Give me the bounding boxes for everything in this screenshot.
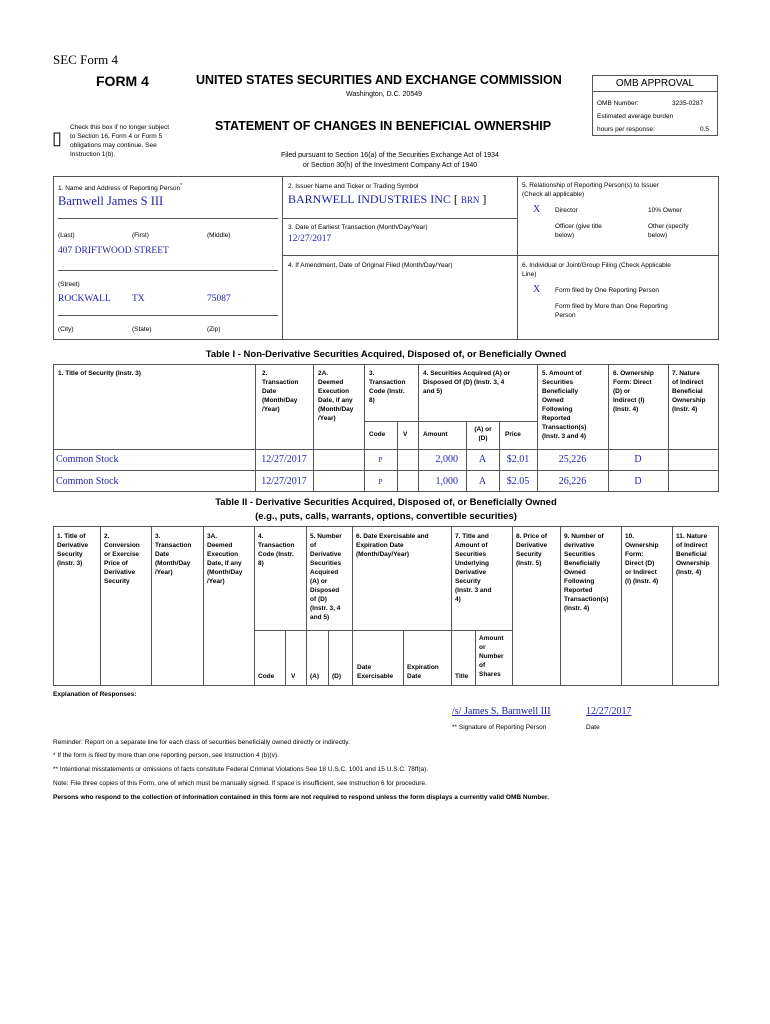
one-person-label: Form filed by One Reporting Person [555, 287, 660, 294]
t1-row2-security: Common Stock [56, 476, 119, 487]
omb-hours: 0.5 [700, 126, 710, 133]
t2-h-code-sub: Code [258, 673, 275, 680]
t1-h-deemed: 2A. Deemed Execution Date, if any (Month/Day /Year) [318, 370, 354, 422]
first-name-label: (First) [132, 232, 149, 239]
t2-h-number: 5. Number of Derivative Securities Acquired (A) or Disposed of (D) (Instr. 3, 4 and 5) [310, 533, 342, 621]
city-label: (City) [58, 326, 74, 333]
t1-h-date: 2. Transaction Date (Month/Day /Year) [262, 370, 299, 413]
t2-h-conversion: 2. Conversion or Exercise Price of Derivative Security [104, 533, 140, 585]
statement-title: STATEMENT OF CHANGES IN BENEFICIAL OWNERSHIP [215, 119, 552, 133]
ticker-symbol: BRN [460, 195, 480, 205]
t1-h-amount-owned: 5. Amount of Securities Beneficially Owned Following Reported Transaction(s) (Instr. 3 and 4) [542, 370, 587, 440]
director-check: X [533, 204, 541, 215]
footnote-misstatements: ** Intentional misstatements or omissions of facts constitute Federal Criminal Violations See 18 U.S.C. 1001 and 15 U.S.C. 78ff(a). [53, 766, 429, 773]
signature-label: ** Signature of Reporting Person [452, 724, 547, 731]
omb-title: OMB APPROVAL [593, 76, 717, 92]
box5-label: 5. Relationship of Reporting Person(s) to Issuer (Check all applicable) [522, 182, 659, 198]
t2-h-expiration-sub: Expiration Date [407, 664, 439, 680]
box4-label: 4. If Amendment, Date of Original Filed (Month/Day/Year) [288, 262, 453, 269]
t1-h-nature: 7. Nature of Indirect Beneficial Ownership (Instr. 4) [672, 370, 706, 413]
table2-subtitle: (e.g., puts, calls, warrants, options, convertible securities) [255, 511, 517, 522]
t2-h-underlying: 7. Title and Amount of Securities Underlying Derivative Security (Instr. 3 and 4) [455, 533, 492, 603]
t2-h-title: 1. Title of Derivative Security (Instr. 3) [57, 533, 89, 567]
box1-label: 1. Name and Address of Reporting Person* [58, 183, 183, 193]
omb-number-label: OMB Number: [597, 100, 639, 107]
t1-row1-price: $2.01 [506, 454, 530, 465]
t2-h-exercisable: 6. Date Exercisable and Expiration Date (Month/Day/Year) [356, 533, 429, 558]
middle-name-label: (Middle) [207, 232, 231, 239]
t2-h-nature: 11. Nature of Indirect Beneficial Ownership (Instr. 4) [676, 533, 710, 576]
earliest-transaction-date: 12/27/2017 [288, 234, 332, 244]
signature: /s/ James S. Barnwell III [452, 706, 551, 717]
t1-row1-security: Common Stock [56, 454, 119, 465]
t1-row2-owned: 26,226 [558, 476, 587, 487]
signature-date: 12/27/2017 [586, 706, 632, 717]
t1-row1-ad: A [478, 454, 487, 465]
footnote-reminder: Reminder: Report on a separate line for each class of securities beneficially owned directly or indirectly. [53, 739, 350, 746]
t1-row2-price: $2.05 [506, 476, 530, 487]
t2-h-d-sub: (D) [332, 673, 342, 680]
t2-h-amount-sub: Amount or Number of Shares [479, 635, 504, 678]
officer-label: Officer (give title below) [555, 223, 602, 239]
footnote-multiple-persons: * If the form is filed by more than one reporting person, see Instruction 4 (b)(v). [53, 752, 279, 759]
director-label: Director [555, 207, 578, 214]
t2-h-deemed: 3A. Deemed Execution Date, if any (Month/Day /Year) [207, 533, 243, 585]
zip-label: (Zip) [207, 326, 221, 333]
t1-row1-owned: 25,226 [558, 454, 587, 465]
street-label: (Street) [58, 281, 80, 288]
t2-h-title-sub: Title [455, 673, 469, 680]
one-person-check: X [533, 284, 541, 295]
no-longer-subject-checkbox[interactable]: ▯ [52, 128, 62, 148]
other-label: Other (specify below) [648, 223, 689, 239]
t1-h-ownership-form: 6. Ownership Form: Direct (D) or Indirect (I) (Instr. 4) [613, 370, 654, 413]
t1-row1-code: P [378, 455, 383, 464]
omb-notice: Persons who respond to the collection of information contained in this form are not required to respond unless the form displays a currently valid OMB Number. [53, 794, 549, 801]
state: TX [132, 294, 145, 304]
t2-h-code: 4. Transaction Code (Instr. 8) [258, 533, 295, 567]
omb-hours-label: hours per response: [597, 126, 655, 133]
box2-label: 2. Issuer Name and Ticker or Trading Symbol [288, 183, 419, 190]
t2-h-date: 3. Transaction Date (Month/Day /Year) [155, 533, 192, 576]
t2-h-ownership-form: 10. Ownership Form: Direct (D) or Indirect (I) (Instr. 4) [625, 533, 659, 585]
ten-percent-owner-label: 10% Owner [648, 207, 682, 214]
last-name-label: (Last) [58, 232, 75, 239]
t1-row2-form: D [634, 476, 642, 487]
city: ROCKWALL [58, 294, 111, 304]
agency-location: Washington, D.C. 20549 [346, 91, 423, 98]
box6-label: 6. Individual or Joint/Group Filing (Check Applicable Line) [522, 262, 671, 278]
t1-h-securities: 4. Securities Acquired (A) or Disposed Of (D) (Instr. 3, 4 and 5) [423, 370, 511, 395]
t1-h-price-sub: Price [505, 431, 521, 438]
t1-row1-amount: 2,000 [435, 454, 458, 465]
reporting-person-name: Barnwell James S III [58, 194, 164, 208]
t1-h-v-sub: V [403, 431, 408, 438]
footnote-copies: Note: File three copies of this Form, one of which must be manually signed. If space is insufficient, see Instruction 6 for procedure. [53, 780, 427, 787]
form-title: FORM 4 [96, 73, 149, 89]
street-address: 407 DRIFTWOOD STREET [58, 246, 169, 256]
table2-title: Table II - Derivative Securities Acquired, Disposed of, or Beneficially Owned [215, 497, 557, 508]
table1-title: Table I - Non-Derivative Securities Acquired, Disposed of, or Beneficially Owned [205, 349, 567, 360]
t2-h-price: 8. Price of Derivative Security (Instr. 5) [516, 533, 548, 567]
t1-row2-code: P [378, 477, 383, 486]
t2-h-date-exercisable-sub: Date Exercisable [357, 664, 394, 680]
signature-date-label: Date [586, 724, 600, 731]
box3-label: 3. Date of Earliest Transaction (Month/Day/Year) [288, 224, 428, 231]
check-box-text: Check this box if no longer subject to Section 16. Form 4 or Form 5 obligations may continue. See Instruction 1(b). [70, 124, 169, 158]
agency-title: UNITED STATES SECURITIES AND EXCHANGE COMMISSION [196, 73, 562, 87]
t1-h-title: 1. Title of Security (Instr. 3) [58, 370, 141, 377]
t1-h-code-sub: Code [369, 431, 386, 438]
t1-row1-date: 12/27/2017 [261, 454, 307, 465]
more-persons-label: Form filed by More than One Reporting Person [555, 303, 668, 319]
t1-row2-date: 12/27/2017 [261, 476, 307, 487]
state-label: (State) [132, 326, 152, 333]
t1-row2-ad: A [478, 476, 487, 487]
t2-h-v-sub: V [291, 673, 296, 680]
t1-row1-form: D [634, 454, 642, 465]
t2-h-owned: 9. Number of derivative Securities Beneficially Owned Following Reported Transaction(s) (Instr. 4) [564, 533, 609, 612]
explanation-label: Explanation of Responses: [53, 691, 137, 698]
t1-h-amount-sub: Amount [423, 431, 448, 438]
doc-label: SEC Form 4 [53, 52, 119, 67]
zip: 75087 [207, 294, 231, 304]
t1-h-aord-sub: (A) or (D) [474, 426, 492, 442]
t2-h-a-sub: (A) [310, 673, 320, 680]
omb-number: 3235-0287 [672, 100, 704, 107]
t1-row2-amount: 1,000 [435, 476, 458, 487]
issuer-name: BARNWELL INDUSTRIES INC [ BRN ] [288, 192, 487, 206]
filed-pursuant-text: Filed pursuant to Section 16(a) of the Securities Exchange Act of 1934 or Section 30(h) of the Investment Company Act of 1940 [281, 152, 499, 169]
omb-burden-label: Estimated average burden [597, 113, 674, 120]
t1-h-code: 3. Transaction Code (Instr. 8) [369, 370, 406, 404]
